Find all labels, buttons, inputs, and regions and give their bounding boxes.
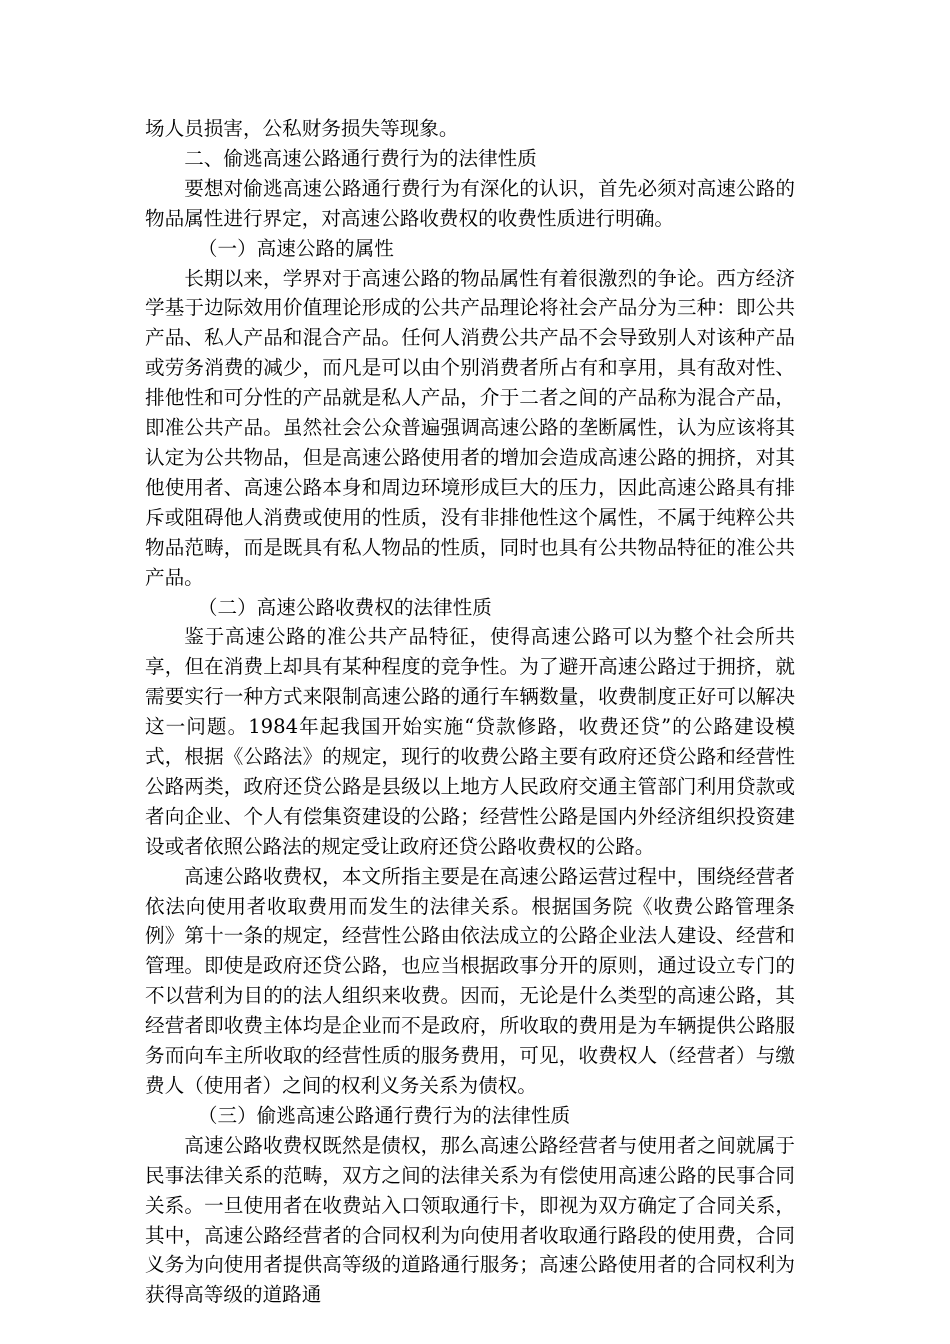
paragraph-attributes: 长期以来，学界对于高速公路的物品属性有着很激烈的争论。西方经济学基于边际效用价值理论形成的公共产品理论将社会产品分为三种：即公共产品、私人产品和混合产品。任何人消费公共产品不会导致别人对该种产品或劳务消费的减少，而凡是可以由个别消费者所占有和享用，具有敌对性、排他性和可分性的产品就是私人产品，介于二者之间的产品称为混合产品，即准公共产品。虽然社会公众普遍强调高速公路的垄断属性，认为应该将其认定为公共物品，但是高速公路使用者的增加会造成高速公路的拥挤，对其他使用者、高速公路本身和周边环境形成巨大的压力，因此高速公路具有排斥或阻碍他人消费或使用的性质，没有非排他性这个属性，不属于纯粹公共物品范畴，而是既具有私人物品的性质，同时也具有公共物品特征的准公共产品。 [145,266,795,589]
subheading-3: （三）偷逃高速公路通行费行为的法律性质 [197,1103,571,1127]
paragraph-toll-right-nature: 高速公路收费权，本文所指主要是在高速公路运营过程中，围绕经营者依法向使用者收取费用而发生的法律关系。根据国务院《收费公路管理条例》第十一条的规定，经营性公路由依法成立的公路企业法人建设、经营和管理。即使是政府还贷公路，也应当根据政事分开的原则，通过设立专门的不以营利为目的的法人组织来收费。因而，无论是什么类型的高速公路，其经营者即收费主体均是企业而不是政府，所收取的费用是为车辆提供公路服务而向车主所收取的经营性质的服务费用，可见，收费权人（经营者）与缴费人（使用者）之间的权利义务关系为债权。 [145,864,795,1097]
paragraph-evasion-nature: 高速公路收费权既然是债权，那么高速公路经营者与使用者之间就属于民事法律关系的范畴，双方之间的法律关系为有偿使用高速公路的民事合同关系。一旦使用者在收费站入口领取通行卡，即视为双方确定了合同关系，其中，高速公路经营者的合同权利为向使用者收取通行路段的使用费，合同义务为向使用者提供高等级的道路通行服务；高速公路使用者的合同权利为获得高等级的道路通 [145,1133,795,1307]
document-body [145,114,795,1310]
subheading-2: （二）高速公路收费权的法律性质 [197,595,492,619]
paragraph-toll-right: 鉴于高速公路的准公共产品特征，使得高速公路可以为整个社会所共享，但在消费上却具有某种程度的竞争性。为了避开高速公路过于拥挤，就需要实行一种方式来限制高速公路的通行车辆数量，收费制度正好可以解决这一问题。1984年起我国开始实施“贷款修路，收费还贷”的公路建设模式，根据《公路法》的规定，现行的收费公路主要有政府还贷公路和经营性公路两类，政府还贷公路是县级以上地方人民政府交通主管部门利用贷款或者向企业、个人有偿集资建设的公路；经营性公路是国内外经济组织投资建设或者依照公路法的规定受让政府还贷公路收费权的公路。 [145,625,795,858]
subheading-1: （一）高速公路的属性 [197,236,394,260]
paragraph-continued: 场人员损害，公私财务损失等现象。 [145,117,459,140]
paragraph-intro: 要想对偷逃高速公路通行费行为有深化的认识，首先必须对高速公路的物品属性进行界定，对高速公路收费权的收费性质进行明确。 [145,176,795,230]
section-heading-2: 二、偷逃高速公路通行费行为的法律性质 [184,146,537,170]
